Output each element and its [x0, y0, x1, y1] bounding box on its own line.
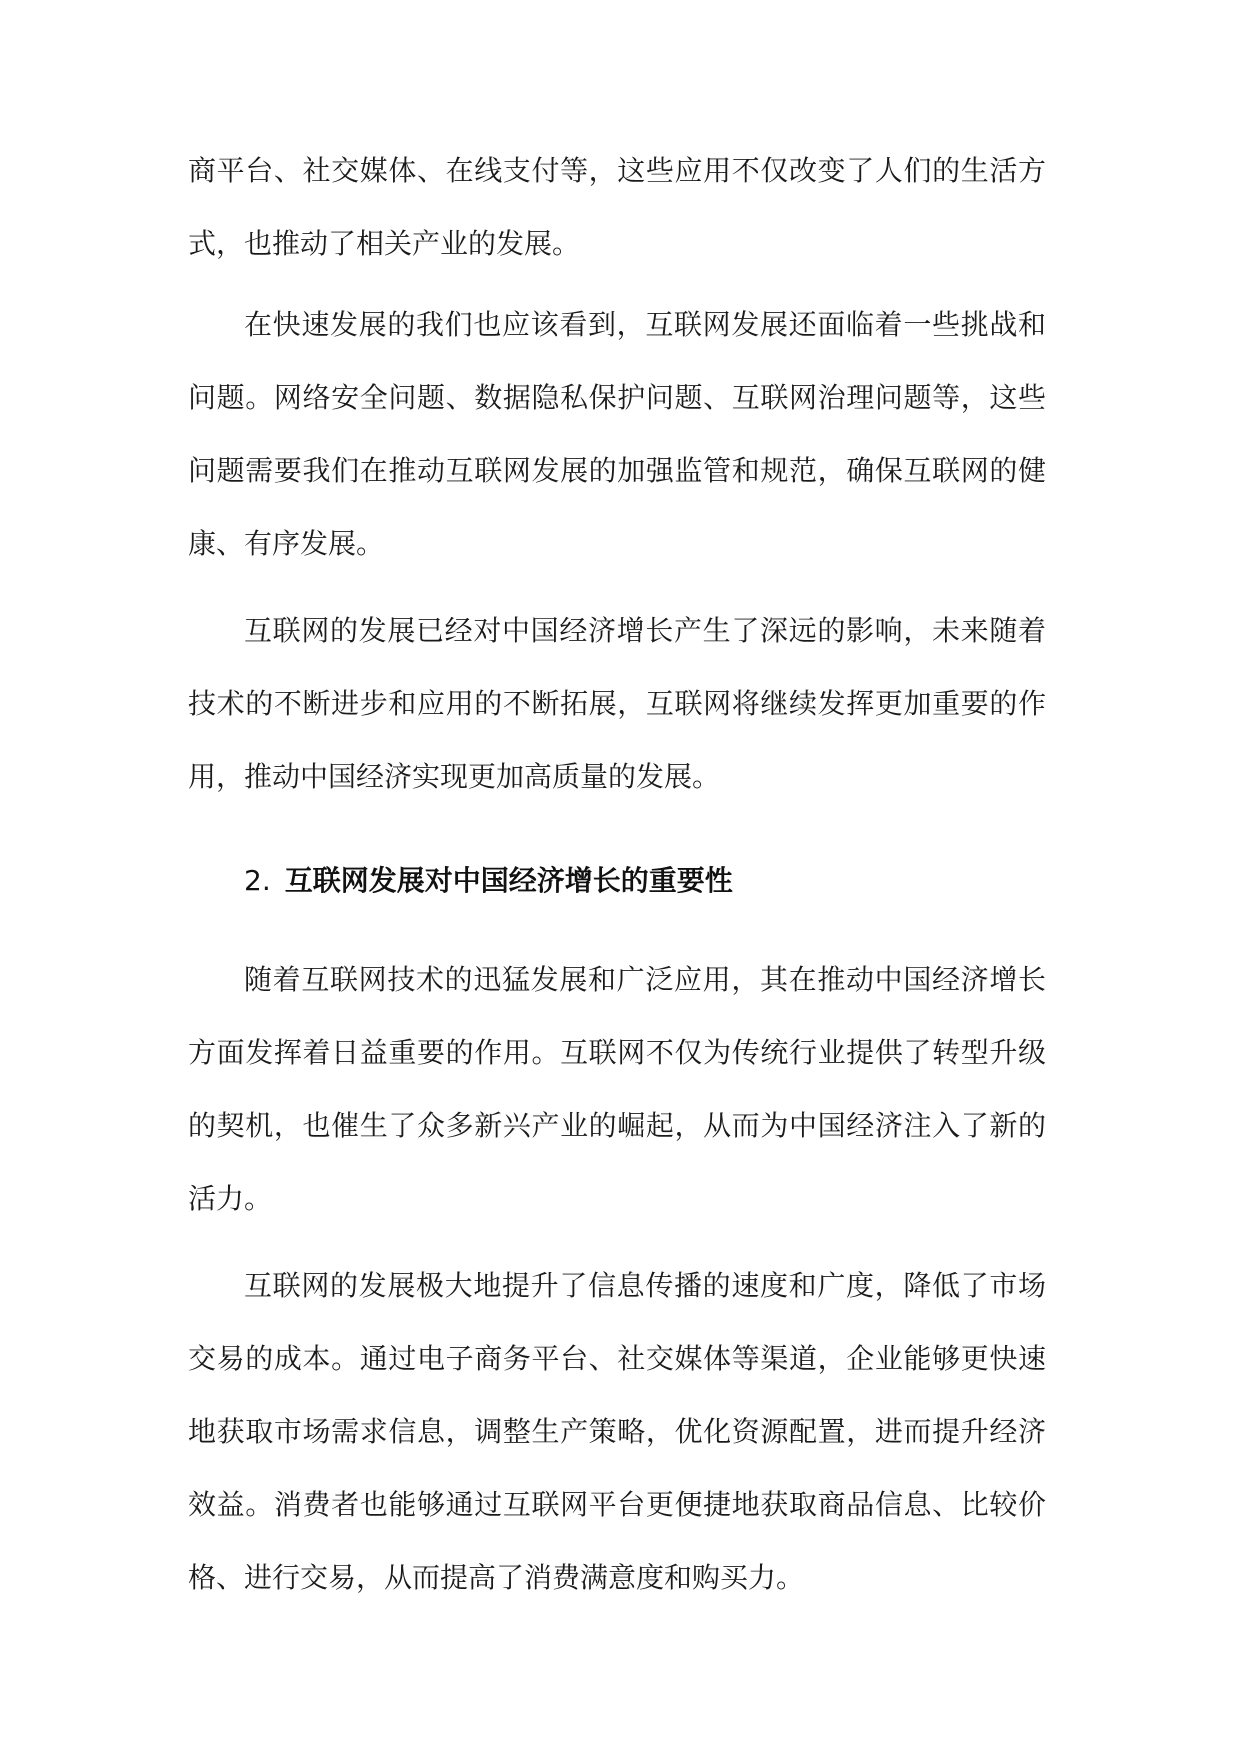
paragraph-1: 商平台、社交媒体、在线支付等，这些应用不仅改变了人们的生活方式，也推动了相关产业的发展。 [188, 154, 1046, 260]
paragraph-5: 互联网的发展极大地提升了信息传播的速度和广度，降低了市场交易的成本。通过电子商务平台、社交媒体等渠道，企业能够更快速地获取市场需求信息，调整生产策略，优化资源配置，进而提升经济效益。消费者也能够通过互联网平台更便捷地获取商品信息、比较价格、进行交易，从而提高了消费满意度和购买力。 [188, 1269, 1046, 1594]
paragraph-2: 在快速发展的我们也应该看到，互联网发展还面临着一些挑战和问题。网络安全问题、数据隐私保护问题、互联网治理问题等，这些问题需要我们在推动互联网发展的加强监管和规范，确保互联网的健康、有序发展。 [188, 308, 1046, 560]
paragraph-challenges [188, 288, 1046, 580]
section-paragraph-information [188, 1249, 1046, 1614]
paragraph-4: 随着互联网技术的迅猛发展和广泛应用，其在推动中国经济增长方面发挥着日益重要的作用。互联网不仅为传统行业提供了转型升级的契机，也催生了众多新兴产业的崛起，从而为中国经济注入了新的活力。 [188, 963, 1046, 1215]
section-heading [244, 844, 1046, 917]
section-paragraph-intro [188, 943, 1046, 1235]
section-number: 2. [244, 864, 271, 897]
paragraph-3: 互联网的发展已经对中国经济增长产生了深远的影响，未来随着技术的不断进步和应用的不断拓展，互联网将继续发挥更加重要的作用，推动中国经济实现更加高质量的发展。 [188, 614, 1046, 793]
paragraph-continuation [188, 134, 1046, 280]
section-title: 互联网发展对中国经济增长的重要性 [284, 864, 733, 897]
paragraph-future [188, 594, 1046, 813]
